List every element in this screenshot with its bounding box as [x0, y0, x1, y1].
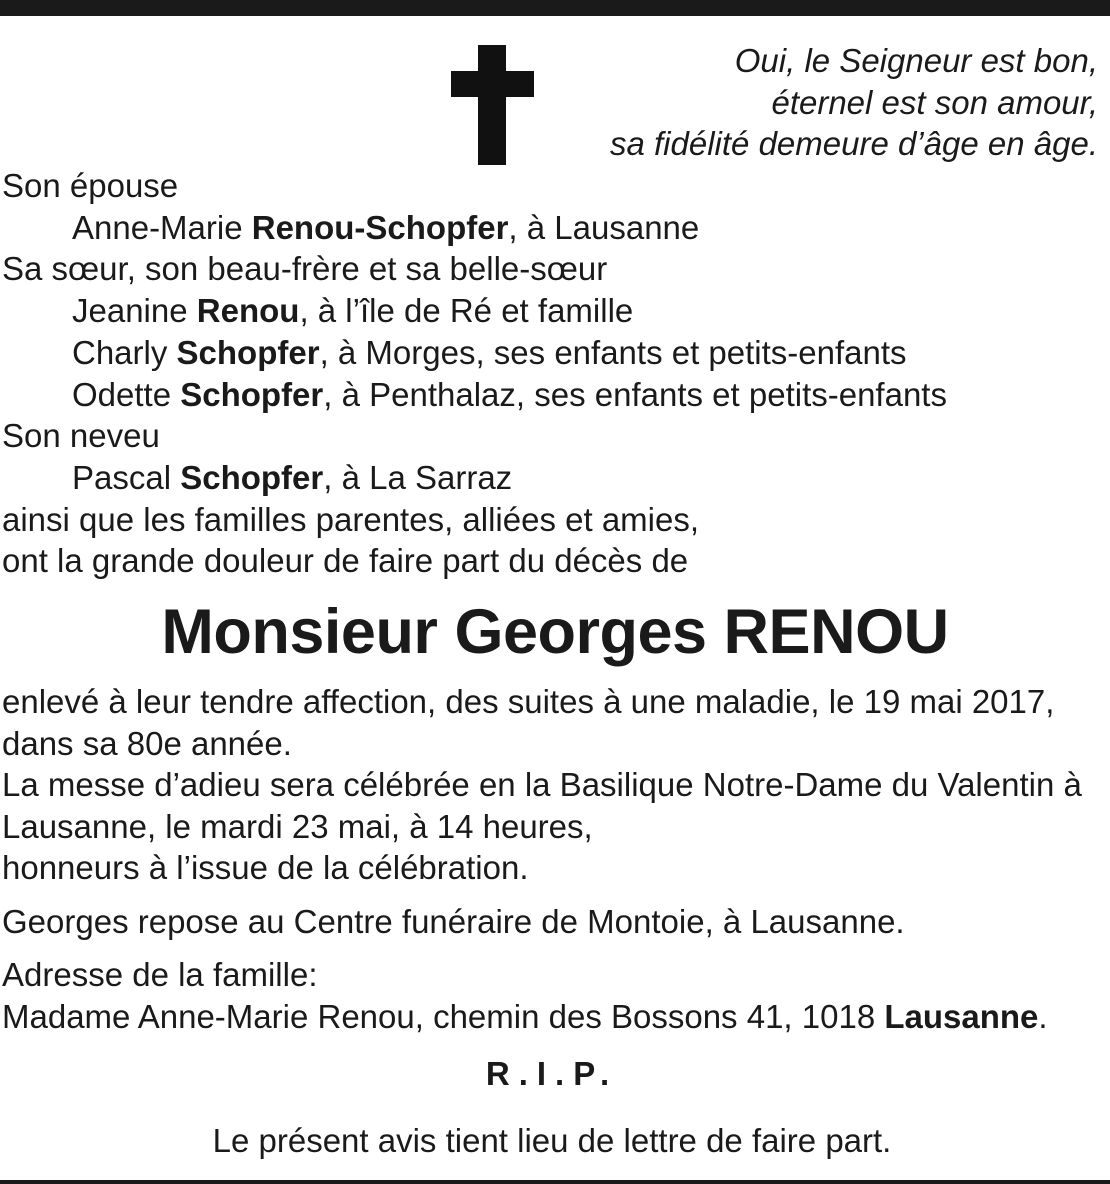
verse-line: Oui, le Seigneur est bon,	[734, 42, 1098, 79]
age-line: dans sa 80e année.	[2, 724, 292, 762]
mass-line: Lausanne, le mardi 23 mai, à 14 heures,	[2, 807, 593, 845]
rip: R.I.P.	[485, 1055, 619, 1092]
top-rule	[0, 0, 1110, 16]
nephew-heading: Son neveu	[2, 417, 160, 455]
death-line: enlevé à leur tendre affection, des suites à une maladie, le 19 mai 2017,	[2, 683, 1055, 720]
spouse-entry: Anne-Marie Renou-Schopfer, à Lausanne	[72, 208, 700, 246]
sibling-entry: Charly Schopfer, à Morges, ses enfants et petits-enfants	[72, 333, 907, 371]
mass-line: La messe d’adieu sera célébrée en la Basilique Notre-Dame du Valentin à	[2, 766, 1082, 803]
also-line: ainsi que les familles parentes, alliées et amies,	[2, 500, 700, 538]
footer-note: Le présent avis tient lieu de lettre de faire part.	[212, 1122, 892, 1159]
verse-line: sa fidélité demeure d’âge en âge.	[609, 125, 1098, 162]
address-heading: Adresse de la famille:	[2, 956, 318, 993]
rests-line: Georges repose au Centre funéraire de Montoie, à Lausanne.	[2, 902, 905, 940]
bottom-rule	[0, 1180, 1110, 1184]
sibling-entry: Jeanine Renou, à l’île de Ré et famille	[72, 292, 634, 330]
spouse-heading: Son épouse	[2, 167, 179, 204]
deceased-name: Monsieur Georges RENOU	[161, 597, 949, 667]
address-line: Madame Anne-Marie Renou, chemin des Bossons 41, 1018 Lausanne.	[2, 997, 1048, 1035]
honours-line: honneurs à l’issue de la célébration.	[2, 849, 529, 886]
siblings-heading: Sa sœur, son beau-frère et sa belle-sœur	[2, 250, 608, 288]
nephew-entry: Pascal Schopfer, à La Sarraz	[72, 458, 513, 496]
cross-icon	[451, 45, 534, 165]
bible-verse	[538, 40, 1098, 165]
verse-line: éternel est son amour,	[771, 83, 1098, 121]
announce-line: ont la grande douleur de faire part du décès de	[2, 542, 689, 580]
details	[2, 681, 1106, 1037]
sibling-entry: Odette Schopfer, à Penthalaz, ses enfants et petits-enfants	[72, 375, 947, 413]
family-list	[2, 165, 1102, 582]
